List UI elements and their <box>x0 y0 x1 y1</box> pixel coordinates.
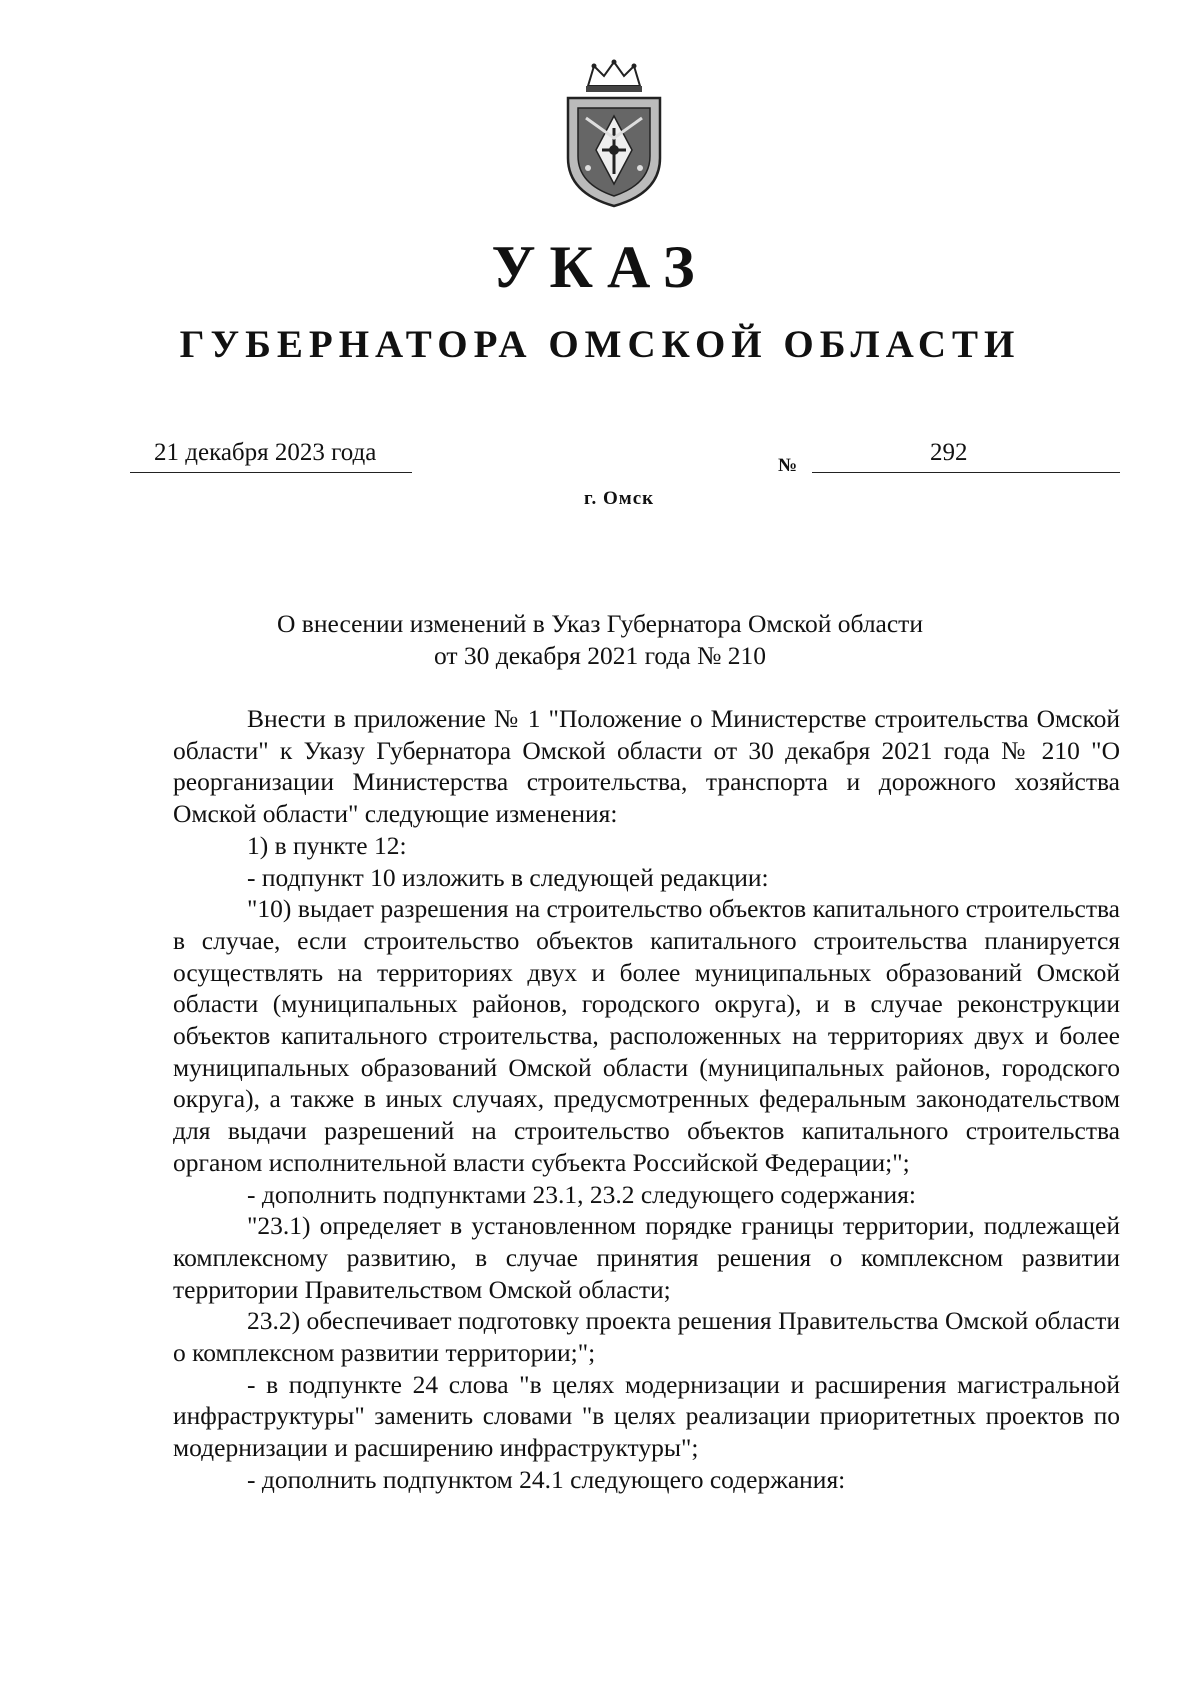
document-number: 292 <box>930 439 968 466</box>
coat-of-arms-icon <box>558 58 670 208</box>
number-sign: № <box>778 455 798 476</box>
body-paragraph: "23.1) определяет в установленном порядке границы территории, подлежащей комплексному развитию, в случае принятия решения о комплексном развитии территории Правительством Омской области; <box>173 1211 1120 1304</box>
document-body <box>173 703 1120 1496</box>
body-paragraph: - дополнить подпунктом 24.1 следующего содержания: <box>247 1464 846 1494</box>
subject-line-2: от 30 декабря 2021 года № 210 <box>433 641 767 670</box>
number-field <box>812 438 1120 473</box>
date-field <box>130 438 412 473</box>
body-paragraph: - дополнить подпунктами 23.1, 23.2 следующего содержания: <box>247 1179 916 1209</box>
body-paragraph: "10) выдает разрешения на строительство объектов капитального строительства в случае, если строительство объектов капитального строительства планируется осуществлять на территориях двух и более муниципальных образований Омской области (муниципальных районов, городского округа), и в случае реконструкции объектов капитального строительства, расположенных на территориях двух и более муниципальных образований Омской области (муниципальных районов, городского округа), а также в иных случаях, предусмотренных федеральным законодательством для выдачи разрешений на строительство объектов капитального строительства органом исполнительной власти субъекта Российской Федерации;"; <box>173 894 1120 1177</box>
body-paragraph: 23.2) обеспечивает подготовку проекта решения Правительства Омской области о комплексном развитии территории;"; <box>173 1306 1120 1368</box>
document-date: 21 декабря 2023 года <box>154 439 377 466</box>
body-paragraph: Внести в приложение № 1 "Положение о Министерстве строительства Омской области" к Указу Губернатора Омской области от 30 декабря 2021 года № 210 "О реорганизации Министерства строительства, транспорта и дорожного хозяйства Омской области" следующие изменения: <box>173 704 1120 829</box>
city-label: г. Омск <box>584 488 655 509</box>
document-type-title: УКАЗ <box>491 234 709 300</box>
body-paragraph: - в подпункте 24 слова "в целях модернизации и расширения магистральной инфраструктуры" заменить словами "в целях реализации приоритетных проектов по модернизации и расширению инфраструктуры"; <box>173 1369 1120 1463</box>
document-subject <box>0 608 1200 672</box>
issuer-title: ГУБЕРНАТОРА ОМСКОЙ ОБЛАСТИ <box>179 323 1021 366</box>
subject-line-1: О внесении изменений в Указ Губернатора Омской области <box>277 609 923 638</box>
body-paragraph: - подпункт 10 изложить в следующей редакции: <box>247 862 769 892</box>
body-paragraph: 1) в пункте 12: <box>247 830 407 860</box>
